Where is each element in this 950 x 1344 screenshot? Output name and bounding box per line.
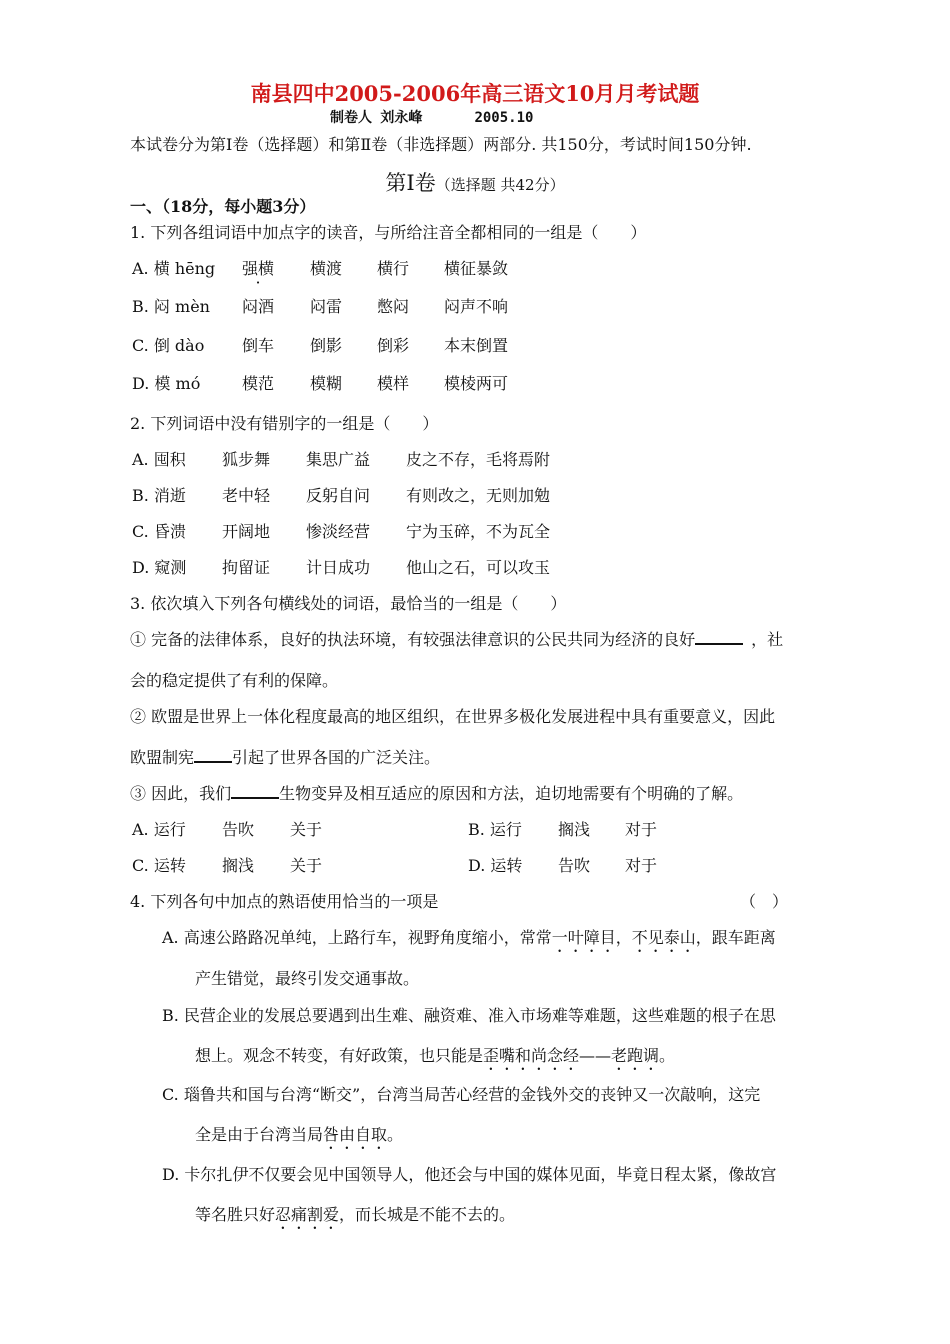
q1-option-a-label: A. 横 hēng	[132, 259, 216, 278]
q1-option-b-word: 憋闷	[377, 297, 410, 316]
exam-date: 2005.10	[474, 110, 534, 126]
q1-option-a-word: 横行	[377, 259, 410, 278]
q1-option-d-label: D. 模 mó	[132, 374, 201, 393]
q3-option-d-label: D. 运转	[468, 856, 523, 875]
q4-option-d-idiom: 忍痛割爱	[275, 1205, 340, 1224]
section-1-heading: 一、（18分，每小题3分）	[130, 197, 316, 216]
q1-option-b-word: 闷雷	[310, 297, 343, 316]
q1-stem: 1. 下列各组词语中加点字的读音，与所给注音全都相同的一组是（ ）	[130, 223, 647, 242]
q2-option-b-word: 反躬自问	[306, 486, 371, 505]
q4-option-a-idiom: 一叶障目，不见泰山	[551, 928, 696, 947]
q3-option-d-word: 对于	[625, 856, 658, 875]
q4-option-c-idiom: 咎由自取	[323, 1125, 388, 1144]
volume-note: （选择题 共42分）	[435, 176, 565, 194]
q2-option-a-label: A. 囤积	[132, 450, 186, 469]
q1-option-d-word: 模样	[377, 374, 410, 393]
q2-option-d-word: 计日成功	[306, 558, 371, 577]
q2-option-c-word: 开阔地	[222, 522, 271, 541]
q4-option-d-cont: 等名胜只好忍痛割爱，而长城是不能不去的。	[195, 1205, 516, 1224]
q1-option-c-label: C. 倒 dào	[132, 336, 205, 355]
q2-option-c-word: 宁为玉碎，不为瓦全	[406, 522, 551, 541]
q4-option-b-cont: 想上。观念不转变，有好政策，也只能是歪嘴和尚念经——老跑调。	[195, 1046, 676, 1065]
q1-option-b-word: 闷酒	[242, 297, 275, 316]
q1-option-d-word: 模棱两可	[444, 374, 509, 393]
q2-option-c-word: 惨淡经营	[306, 522, 371, 541]
q3-blank-1	[695, 629, 743, 645]
exam-title: 南县四中2005-2006年高三语文10月月考试题	[250, 81, 700, 106]
volume-name: 第Ⅰ卷	[385, 171, 436, 195]
q1-option-a-word: 横渡	[310, 259, 343, 278]
q1-option-d-word: 模糊	[310, 374, 343, 393]
q4-option-a-cont: 产生错觉，最终引发交通事故。	[195, 969, 420, 988]
maker-name: 制卷人 刘永峰	[330, 110, 423, 126]
q1-option-c-word: 本末倒置	[444, 336, 509, 355]
q1-option-c-word: 倒影	[310, 336, 343, 355]
q3-sentence-2-cont: 欧盟制宪 引起了世界各国的广泛关注。	[130, 748, 441, 767]
q2-option-d-word: 拘留证	[222, 558, 271, 577]
q1-option-a-word: 强横	[242, 259, 275, 278]
q2-option-b-word: 有则改之，无则加勉	[406, 486, 551, 505]
q2-stem: 2. 下列词语中没有错别字的一组是（ ）	[130, 414, 439, 433]
q4-option-a: A. 高速公路路况单纯，上路行车，视野角度缩小，常常一叶障目，不见泰山，跟车距离	[162, 928, 776, 947]
q1-option-d-word: 模范	[242, 374, 275, 393]
q2-option-a-word: 集思广益	[306, 450, 371, 469]
q2-option-a-word: 皮之不存，毛将焉附	[406, 450, 551, 469]
q3-option-a-word: 关于	[290, 820, 323, 839]
exam-intro: 本试卷分为第Ⅰ卷（选择题）和第Ⅱ卷（非选择题）两部分. 共150分，考试时间150分钟.	[130, 135, 752, 154]
q4-option-c: C. 瑙鲁共和国与台湾“断交”，台湾当局苦心经营的金钱外交的丧钟又一次敲响，这完	[162, 1085, 761, 1104]
q4-option-c-cont: 全是由于台湾当局咎由自取。	[195, 1125, 404, 1144]
q3-blank-3	[231, 783, 279, 799]
q3-sentence-1: ① 完备的法律体系，良好的执法环境，有较强法律意识的公民共同为经济的良好 ，社	[130, 630, 784, 649]
q3-option-c-word: 关于	[290, 856, 323, 875]
exam-maker	[330, 107, 533, 127]
q2-option-b-word: 老中轻	[222, 486, 271, 505]
q1-option-c-word: 倒彩	[377, 336, 410, 355]
q3-option-c-label: C. 运转	[132, 856, 186, 875]
q3-option-a-word: 告吹	[222, 820, 255, 839]
q3-blank-2	[194, 747, 232, 763]
q2-option-b-label: B. 消逝	[132, 486, 186, 505]
q3-sentence-2: ② 欧盟是世界上一体化程度最高的地区组织，在世界多极化发展进程中具有重要意义，因此	[130, 707, 776, 726]
q4-answer-paren: （ ）	[740, 892, 789, 911]
q4-option-b: B. 民营企业的发展总要遇到出生难、融资难、准入市场难等难题，这些难题的根子在思	[162, 1006, 776, 1025]
q2-option-d-word: 他山之石，可以攻玉	[406, 558, 551, 577]
q3-option-b-word: 对于	[625, 820, 658, 839]
q3-option-b-word: 搁浅	[558, 820, 591, 839]
q1-option-c-word: 倒车	[242, 336, 275, 355]
q3-sentence-3: ③ 因此，我们 生物变异及相互适应的原因和方法，迫切地需要有个明确的了解。	[130, 784, 744, 803]
q3-option-c-word: 搁浅	[222, 856, 255, 875]
q4-option-b-idiom: 歪嘴和尚念经——老跑调	[483, 1046, 660, 1065]
q4-option-d: D. 卡尔扎伊不仅要会见中国领导人，他还会与中国的媒体见面，毕竟日程太紧，像故宫	[162, 1165, 777, 1184]
q3-option-a-label: A. 运行	[132, 820, 186, 839]
q1-option-b-label: B. 闷 mèn	[132, 297, 210, 316]
q4-stem: 4. 下列各句中加点的熟语使用恰当的一项是	[130, 892, 439, 911]
q2-option-c-label: C. 昏溃	[132, 522, 186, 541]
q1-option-a-word: 横征暴敛	[444, 259, 509, 278]
q1-option-b-word: 闷声不响	[444, 297, 509, 316]
q3-sentence-1-cont: 会的稳定提供了有利的保障。	[130, 671, 339, 690]
q2-option-a-word: 狐步舞	[222, 450, 271, 469]
q2-option-d-label: D. 窥测	[132, 558, 187, 577]
volume-heading	[0, 167, 950, 197]
q3-stem: 3. 依次填入下列各句横线处的词语，最恰当的一组是（ ）	[130, 594, 567, 613]
q3-option-d-word: 告吹	[558, 856, 591, 875]
q3-option-b-label: B. 运行	[468, 820, 522, 839]
